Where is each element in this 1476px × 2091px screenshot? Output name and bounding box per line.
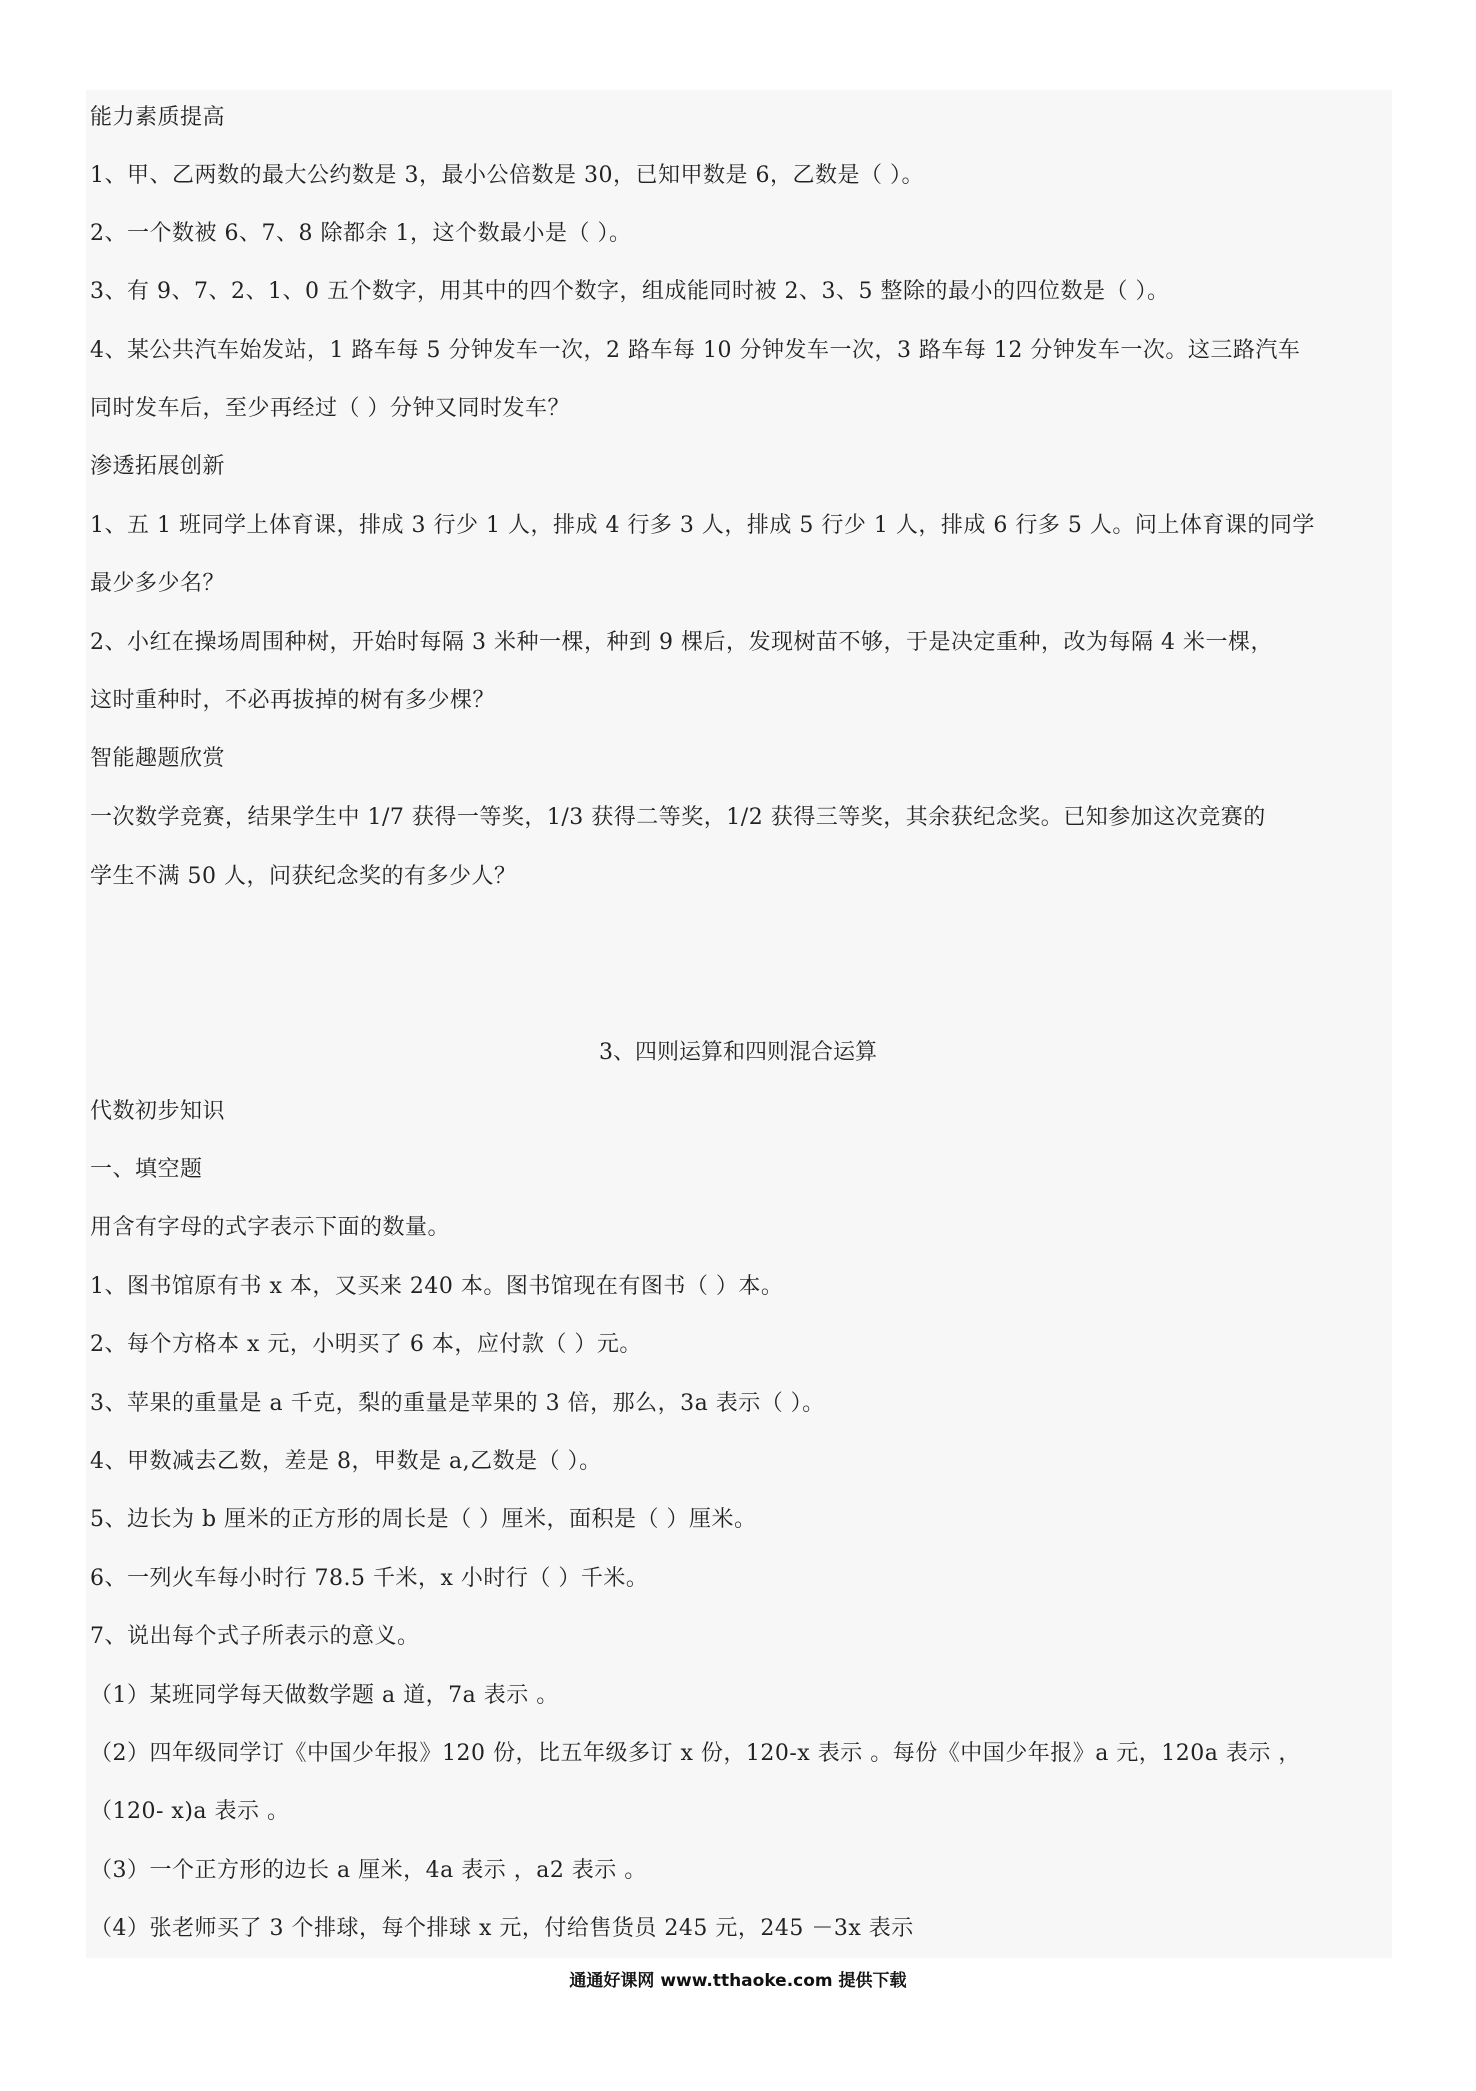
section-heading: 渗透拓展创新 (90, 454, 226, 479)
section-heading: 智能趣题欣赏 (90, 746, 226, 771)
question-line: 7、说出每个式子所表示的意义。 (90, 1624, 420, 1649)
question-line: 1、五 1 班同学上体育课，排成 3 行少 1 人，排成 4 行多 3 人，排成 5 行少 1 人，排成 6 行多 5 人。问上体育课的同学 (90, 513, 1315, 538)
section-heading: 能力素质提高 (90, 105, 226, 130)
question-line: 6、一列火车每小时行 78.5 千米，x 小时行（ ）千米。 (90, 1566, 649, 1591)
chapter-title: 3、四则运算和四则混合运算 (599, 1040, 877, 1065)
question-line: 4、甲数减去乙数，差是 8，甲数是 a,乙数是（ ）。 (90, 1449, 602, 1474)
question-line: 1、图书馆原有书 x 本，又买来 240 本。图书馆现在有图书（ ）本。 (90, 1274, 784, 1299)
question-line: 2、一个数被 6、7、8 除都余 1，这个数最小是（ ）。 (90, 221, 632, 246)
question-line: 最少多少名？ (90, 571, 226, 596)
question-line: 2、小红在操场周围种树，开始时每隔 3 米种一棵，种到 9 棵后，发现树苗不够，于是决定重种，改为每隔 4 米一棵， (90, 630, 1273, 655)
question-line: （4）张老师买了 3 个排球，每个排球 x 元，付给售货员 245 元，245 －3x 表示 (90, 1916, 914, 1941)
question-line: 一次数学竞赛，结果学生中 1/7 获得一等奖，1/3 获得二等奖，1/2 获得三等奖，其余获纪念奖。已知参加这次竞赛的 (90, 805, 1266, 830)
question-line: 4、某公共汽车始发站，1 路车每 5 分钟发车一次，2 路车每 10 分钟发车一次，3 路车每 12 分钟发车一次。这三路汽车 (90, 338, 1301, 363)
intro-text: 用含有字母的式字表示下面的数量。 (90, 1215, 451, 1240)
question-line: （2）四年级同学订《中国少年报》120 份，比五年级多订 x 份，120-x 表示 。每份《中国少年报》a 元，120a 表示 ， (90, 1741, 1301, 1766)
footer-credit: 通通好课网 www.tthaoke.com 提供下载 (569, 1971, 907, 1991)
question-line: （120- x)a 表示 。 (90, 1799, 290, 1824)
question-line: （1）某班同学每天做数学题 a 道，7a 表示 。 (90, 1683, 559, 1708)
document-page (86, 90, 1392, 1958)
section-heading: 代数初步知识 (90, 1099, 226, 1124)
question-line: （3）一个正方形的边长 a 厘米，4a 表示 ，a2 表示 。 (90, 1858, 647, 1883)
question-line: 3、苹果的重量是 a 千克，梨的重量是苹果的 3 倍，那么，3a 表示（ ）。 (90, 1391, 825, 1416)
question-line: 5、边长为 b 厘米的正方形的周长是（ ）厘米，面积是（ ）厘米。 (90, 1507, 757, 1532)
question-line: 学生不满 50 人，问获纪念奖的有多少人？ (90, 864, 517, 889)
question-line: 这时重种时，不必再拔掉的树有多少棵？ (90, 688, 496, 713)
question-line: 同时发车后，至少再经过（ ）分钟又同时发车？ (90, 396, 570, 421)
question-line: 2、每个方格本 x 元，小明买了 6 本，应付款（ ）元。 (90, 1332, 642, 1357)
question-line: 3、有 9、7、2、1、0 五个数字，用其中的四个数字，组成能同时被 2、3、5 整除的最小的四位数是（ ）。 (90, 279, 1170, 304)
question-line: 1、甲、乙两数的最大公约数是 3，最小公倍数是 30，已知甲数是 6，乙数是（ ）。 (90, 163, 924, 188)
subheading: 一、填空题 (90, 1157, 203, 1182)
